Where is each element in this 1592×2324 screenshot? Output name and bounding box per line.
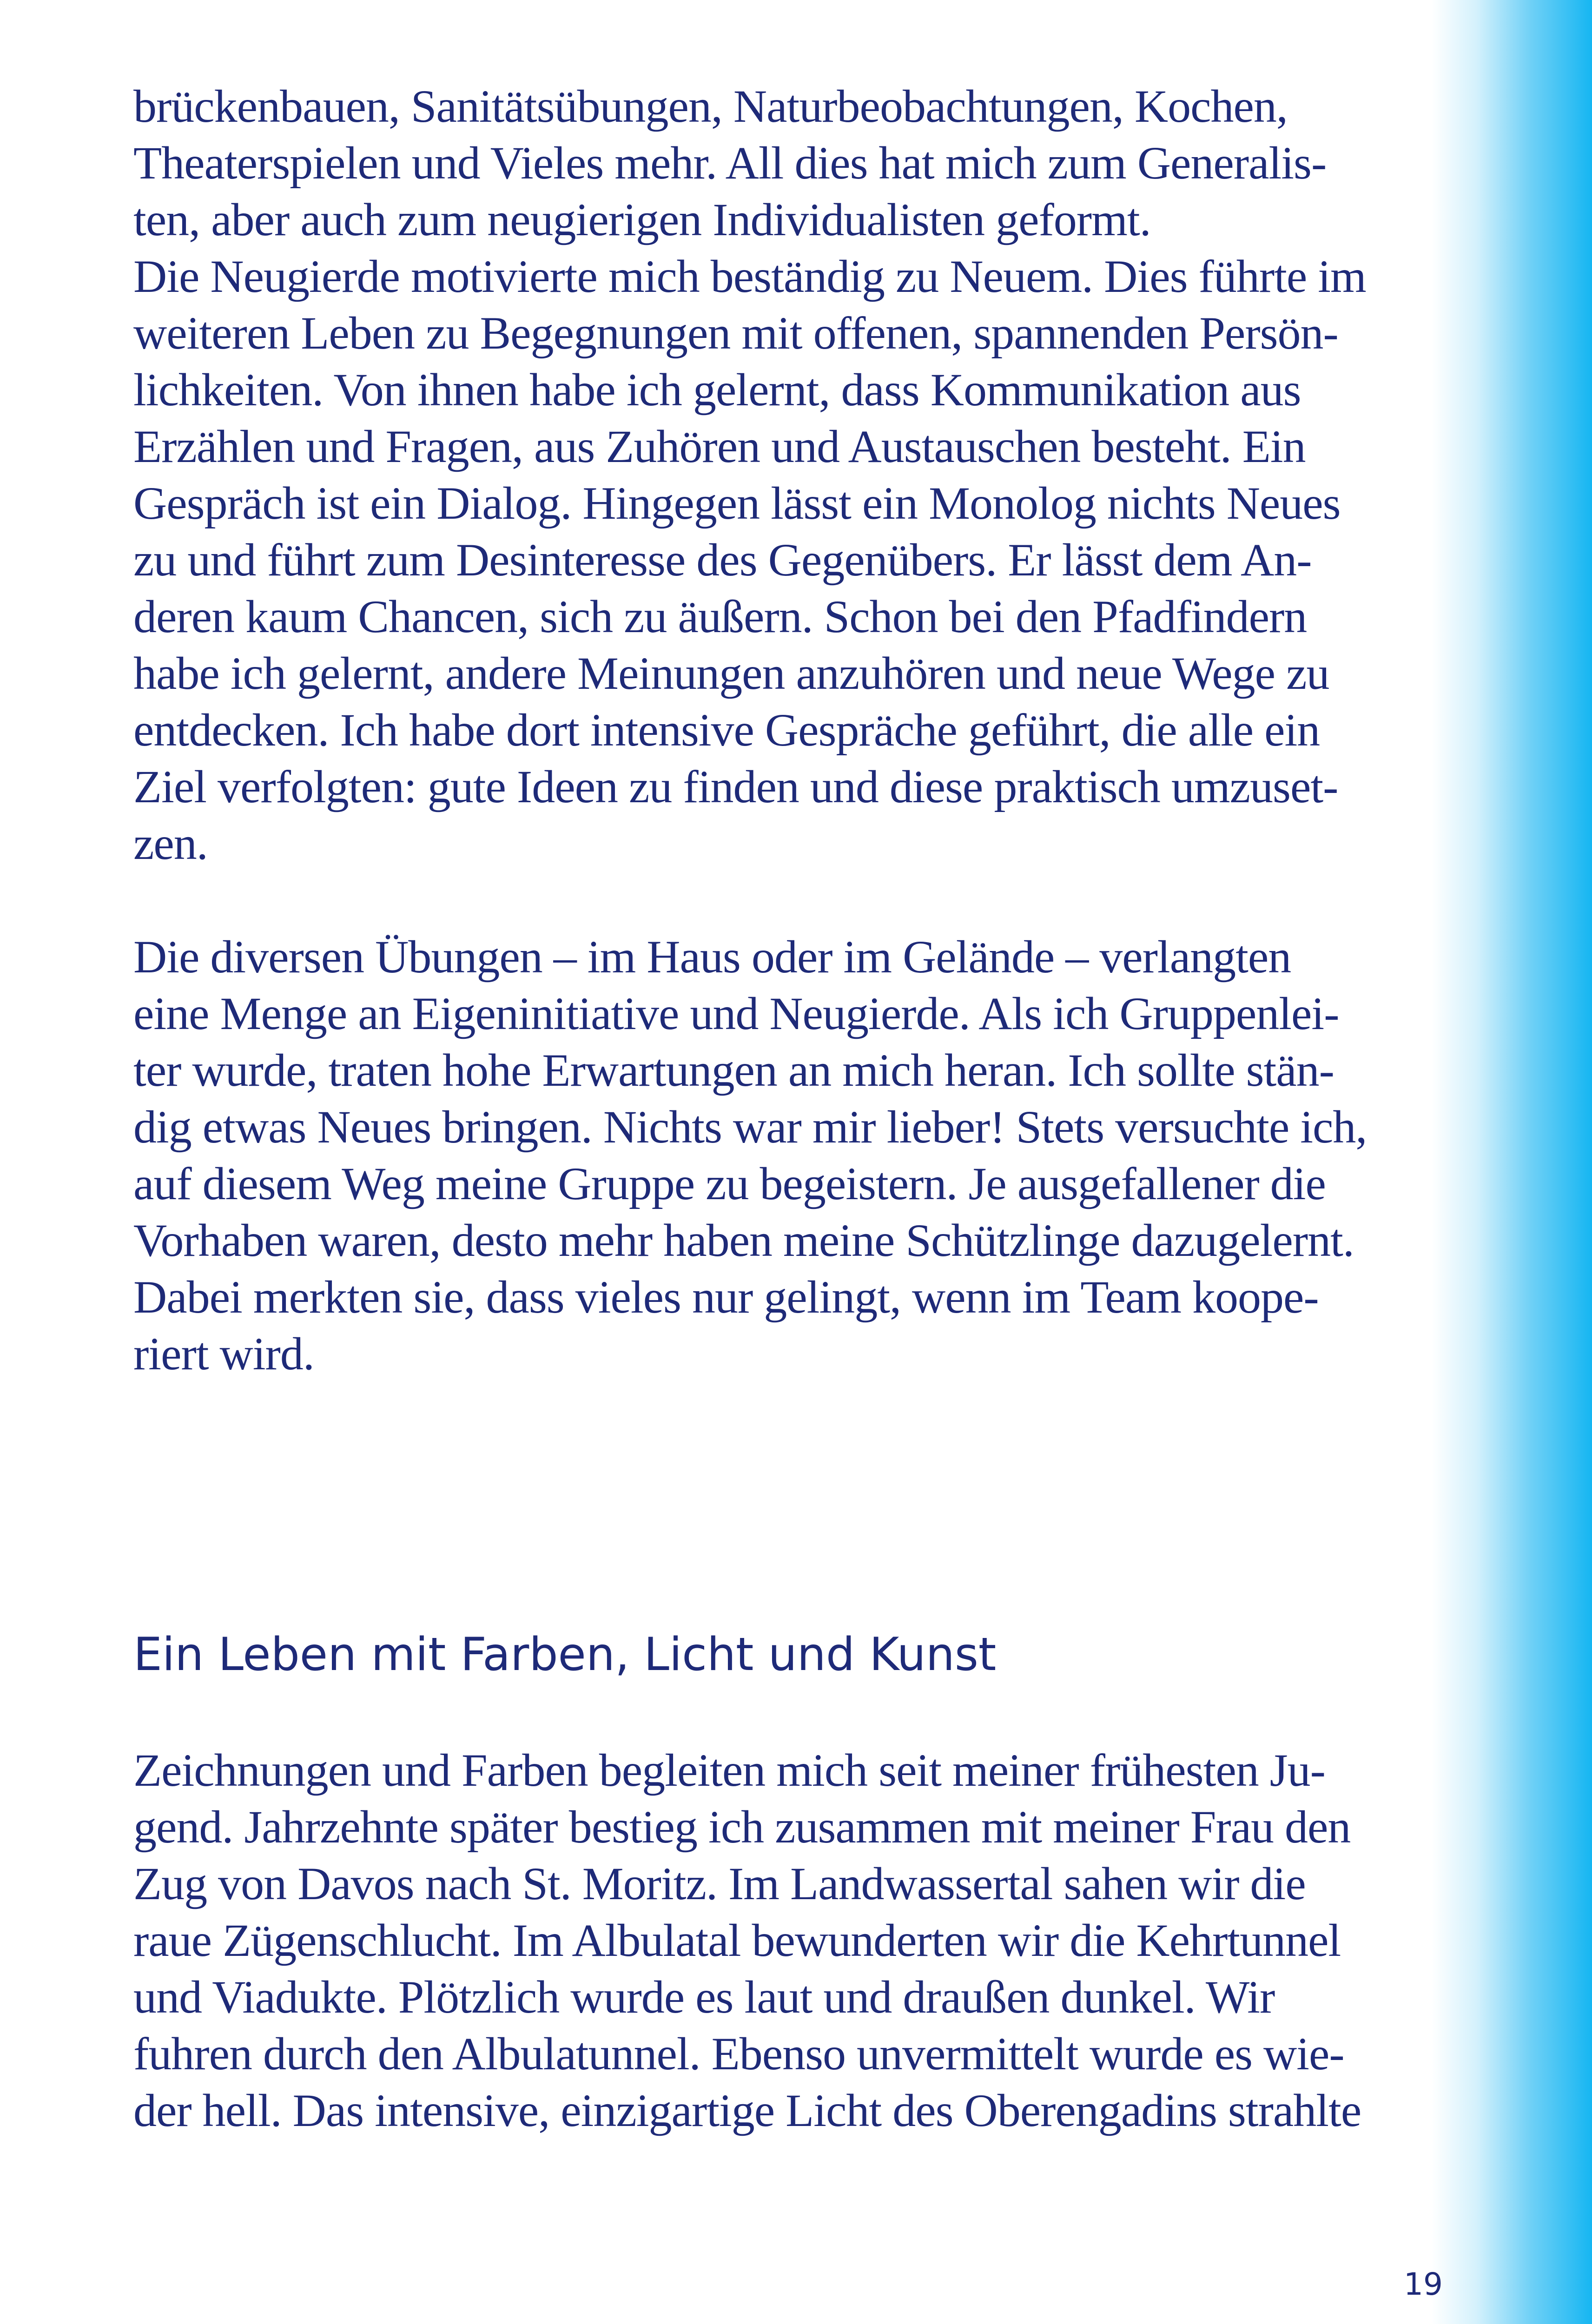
text-line: Theaterspielen und Vieles mehr. All dies hat mich zum Generalis- <box>133 137 1327 189</box>
text-line: auf diesem Weg meine Gruppe zu begeistern. Je ausgefallener die <box>133 1158 1326 1209</box>
text-line: und Viadukte. Plötzlich wurde es laut und draußen dunkel. Wir <box>133 1971 1275 2023</box>
paragraph-1 <box>133 78 1472 872</box>
paragraph-2 <box>133 929 1472 1382</box>
text-line: der hell. Das intensive, einzigartige Licht des Oberengadins strahlte <box>133 2085 1361 2136</box>
body-text-lower <box>133 1742 1472 2139</box>
text-line: zen. <box>133 818 208 869</box>
text-line: Vorhaben waren, desto mehr haben meine Schützlinge dazugelernt. <box>133 1215 1354 1266</box>
text-line: weiteren Leben zu Begegnungen mit offenen, spannenden Persön- <box>133 307 1338 359</box>
text-line: entdecken. Ich habe dort intensive Gespräche geführt, die alle ein <box>133 704 1320 756</box>
text-line: Ziel verfolgten: gute Ideen zu finden und diese praktisch umzuset- <box>133 761 1338 812</box>
page-number: 19 <box>1404 2266 1443 2302</box>
text-line: riert wird. <box>133 1328 314 1380</box>
text-line: raue Zügenschlucht. Im Albulatal bewunderten wir die Kehrtunnel <box>133 1915 1341 1966</box>
text-line: gend. Jahrzehnte später bestieg ich zusammen mit meiner Frau den <box>133 1801 1351 1853</box>
text-line: zu und führt zum Desinteresse des Gegenübers. Er lässt dem An- <box>133 534 1312 586</box>
text-line: lichkeiten. Von ihnen habe ich gelernt, dass Kommunikation aus <box>133 364 1301 416</box>
text-line: brückenbauen, Sanitätsübungen, Naturbeobachtungen, Kochen, <box>133 80 1288 132</box>
text-line: ten, aber auch zum neugierigen Individualisten geformt. <box>133 194 1151 245</box>
text-line: eine Menge an Eigeninitiative und Neugierde. Als ich Gruppenlei- <box>133 988 1339 1039</box>
text-line: Zeichnungen und Farben begleiten mich seit meiner frühesten Ju- <box>133 1744 1325 1796</box>
text-line: Zug von Davos nach St. Moritz. Im Landwassertal sahen wir die <box>133 1858 1306 1909</box>
text-line: Die diversen Übungen – im Haus oder im Gelände – verlangten <box>133 931 1291 983</box>
text-line: Dabei merkten sie, dass vieles nur gelingt, wenn im Team koope- <box>133 1271 1319 1323</box>
text-line: deren kaum Chancen, sich zu äußern. Schon bei den Pfadfindern <box>133 591 1307 642</box>
text-line: ter wurde, traten hohe Erwartungen an mich heran. Ich sollte stän- <box>133 1044 1334 1096</box>
text-line: Die Neugierde motivierte mich beständig zu Neuem. Dies führte im <box>133 251 1366 302</box>
section-heading: Ein Leben mit Farben, Licht und Kunst <box>133 1628 997 1681</box>
body-text-upper <box>133 78 1472 1439</box>
text-line: habe ich gelernt, andere Meinungen anzuhören und neue Wege zu <box>133 647 1329 699</box>
paragraph-3 <box>133 1742 1472 2139</box>
text-line: Gespräch ist ein Dialog. Hingegen lässt ein Monolog nichts Neues <box>133 477 1341 529</box>
text-line: fuhren durch den Albulatunnel. Ebenso unvermittelt wurde es wie- <box>133 2028 1344 2080</box>
text-line: Erzählen und Fragen, aus Zuhören und Austauschen besteht. Ein <box>133 421 1306 472</box>
text-line: dig etwas Neues bringen. Nichts war mir lieber! Stets versuchte ich, <box>133 1101 1367 1153</box>
